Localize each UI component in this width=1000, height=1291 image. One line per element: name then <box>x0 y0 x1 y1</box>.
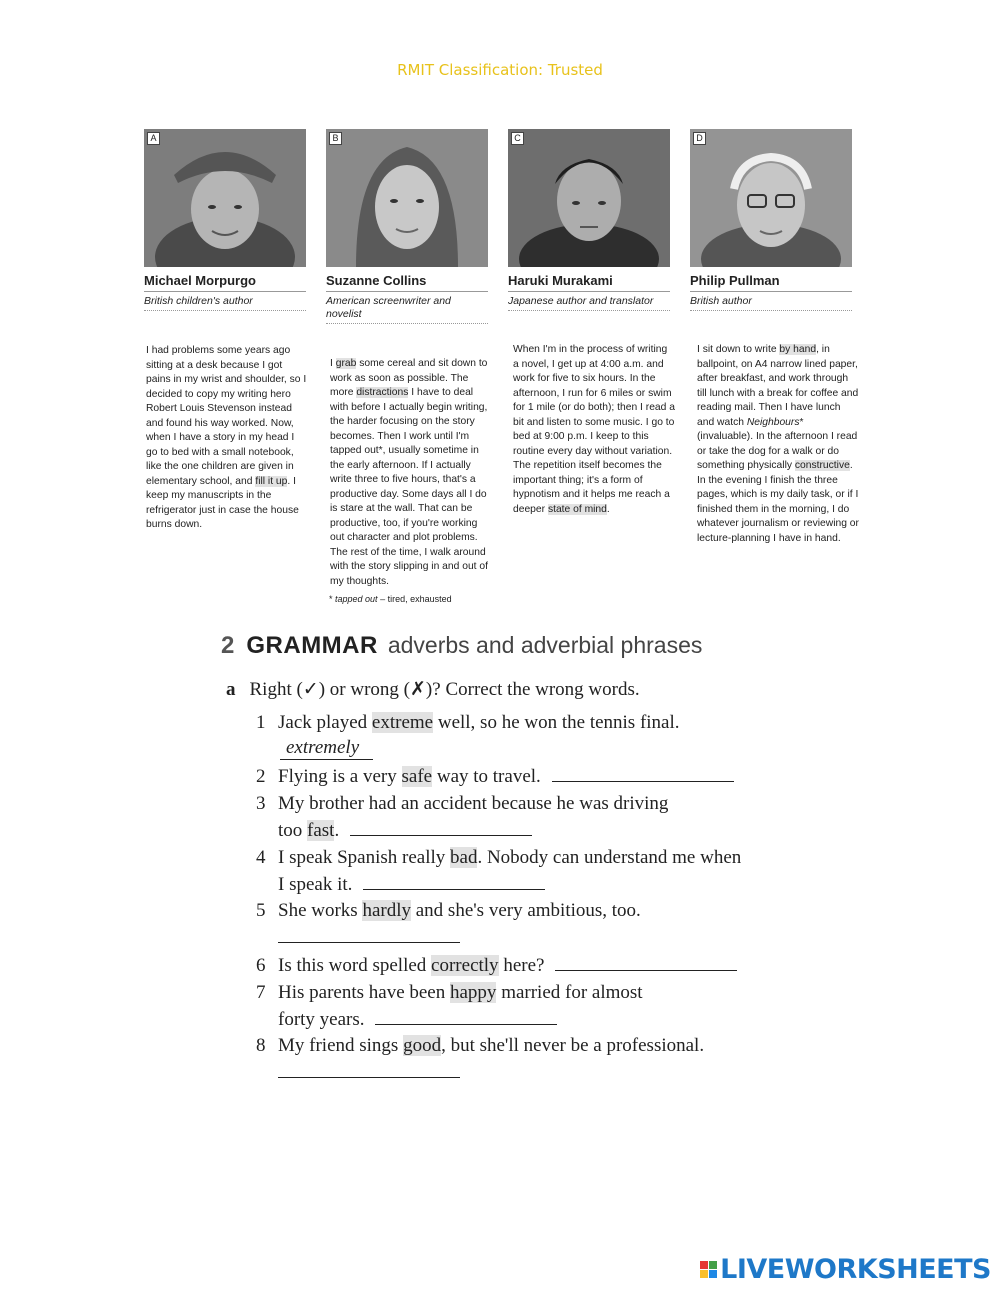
highlight-phrase: distractions <box>356 387 409 398</box>
exercise-item-2: 2 Flying is a very safe way to travel. <box>256 763 734 790</box>
brand-text: LIVEWORKSHEETS <box>720 1254 991 1285</box>
highlight-word: correctly <box>431 955 499 976</box>
answer-field-8[interactable] <box>278 1059 460 1078</box>
author-card-d <box>690 129 852 311</box>
highlight-phrase: by hand <box>779 344 817 355</box>
author-role: American screenwriter and novelist <box>326 292 488 324</box>
highlight-phrase: grab <box>335 358 357 369</box>
highlight-phrase: constructive <box>794 460 850 471</box>
photo-letter: B <box>329 132 342 145</box>
exercise-item-6: 6 Is this word spelled correctly here? <box>256 952 737 979</box>
exercise-instruction: a Right (✓) or wrong (✗)? Correct the wrong words. <box>226 679 640 700</box>
classification-label: RMIT Classification: Trusted <box>397 61 603 79</box>
answer-field-6[interactable] <box>555 952 737 971</box>
author-photo-morpurgo <box>144 129 306 267</box>
answer-field-3[interactable] <box>350 817 532 836</box>
section-title: GRAMMAR <box>246 632 378 659</box>
exercise-item-5: 5 She works hardly and she's very ambitious, too. <box>256 898 641 951</box>
exercise-item-4: 4 I speak Spanish really bad. Nobody can understand me when I speak it. <box>256 847 742 895</box>
section-subtitle: adverbs and adverbial phrases <box>387 632 703 658</box>
author-name: Philip Pullman <box>690 273 852 292</box>
exercise-item-8: 8 My friend sings good, but she'll never be a professional. <box>256 1033 704 1086</box>
author-text-c: When I'm in the process of writing a novel, I get up at 4:00 a.m. and work for five to six hours. In the afternoon, I run for 6 miles or swim for 1 mile (or do both); then I read a bit and listen to some music. I go to bed at 9:00 p.m. I keep to this routine every day without variation. The repetition itself becomes the important thing; it's a form of hypnotism and it helps me reach a deeper state of mind. <box>513 344 675 515</box>
author-photo-pullman <box>690 129 852 267</box>
author-card-a <box>144 129 306 311</box>
logo-icon <box>700 1261 717 1278</box>
photo-letter: C <box>511 132 524 145</box>
author-role: British author <box>690 292 852 311</box>
author-photo-murakami <box>508 129 670 267</box>
author-role: British children's author <box>144 292 306 311</box>
photo-letter: A <box>147 132 160 145</box>
author-name: Haruki Murakami <box>508 273 670 292</box>
liveworksheets-logo <box>700 1254 991 1285</box>
highlight-word: fast <box>307 820 335 841</box>
section-heading <box>221 632 702 660</box>
author-photo-collins <box>326 129 488 267</box>
highlight-word: safe <box>401 766 433 787</box>
author-text-d: I sit down to write by hand, in ballpoint, on A4 narrow lined paper, after breakfast, and work through till lunch with a break for coffee and reading mail. Then I have lunch and watch Neighbours* (invaluable). In the afternoon I read or take the dog for a walk or do something physically constructive. In the evening I finish the three pages, which is my daily task, or if I finished them in the morning, I do whatever journalism or reviewing or lecture-planning I have in hand. <box>697 344 859 544</box>
author-name: Michael Morpurgo <box>144 273 306 292</box>
highlight-word: happy <box>450 982 497 1003</box>
exercise-item-1: 1 Jack played extreme well, so he won the tennis final. <box>256 712 680 733</box>
highlight-word: good <box>403 1035 442 1056</box>
exercise-item-3: 3 My brother had an accident because he was driving too fast. <box>256 793 669 841</box>
author-text-a: I had problems some years ago sitting at a desk because I got pains in my wrist and shoulder, so I decided to copy my writing hero Robert Louis Stevenson instead and found his way worked. Now, when I have a story in my head I go to bed with a small notebook, like the one children are given in elementary school, and fill it up. I keep my manuscripts in the refrigerator just in case the house burns down. <box>146 345 307 530</box>
highlight-phrase: state of mind <box>547 503 607 515</box>
author-text-b: I grab some cereal and sit down to work as soon as possible. The more distractions I have to deal with before I actually begin writing, the harder focusing on the story becomes. Then I work until I'm tapped out*, usually sometime in the early afternoon. If I actually write three to five hours, that's a productive day. Some days all I do is stare at the wall. That can be productive, too, if you're working out character and plot problems. The rest of the time, I walk around with the story slipping in and out of my thoughts. <box>330 358 488 587</box>
author-card-b <box>326 129 488 324</box>
highlight-word: hardly <box>362 900 411 921</box>
highlight-word: bad <box>450 847 478 868</box>
author-card-c <box>508 129 670 311</box>
author-role: Japanese author and translator <box>508 292 670 311</box>
answer-field-5[interactable] <box>278 924 460 943</box>
answer-field-1[interactable]: extremely <box>280 737 373 760</box>
highlight-word: extreme <box>371 712 434 733</box>
answer-field-4[interactable] <box>363 871 545 890</box>
author-name: Suzanne Collins <box>326 273 488 292</box>
highlight-phrase: fill it up <box>255 475 288 487</box>
photo-letter: D <box>693 132 706 145</box>
answer-field-7[interactable] <box>375 1006 557 1025</box>
exercise-item-7: 7 His parents have been happy married for almost forty years. <box>256 982 643 1030</box>
section-number: 2 <box>221 632 235 659</box>
footnote: * tapped out – tired, exhausted <box>329 594 452 604</box>
answer-field-2[interactable] <box>552 763 734 782</box>
